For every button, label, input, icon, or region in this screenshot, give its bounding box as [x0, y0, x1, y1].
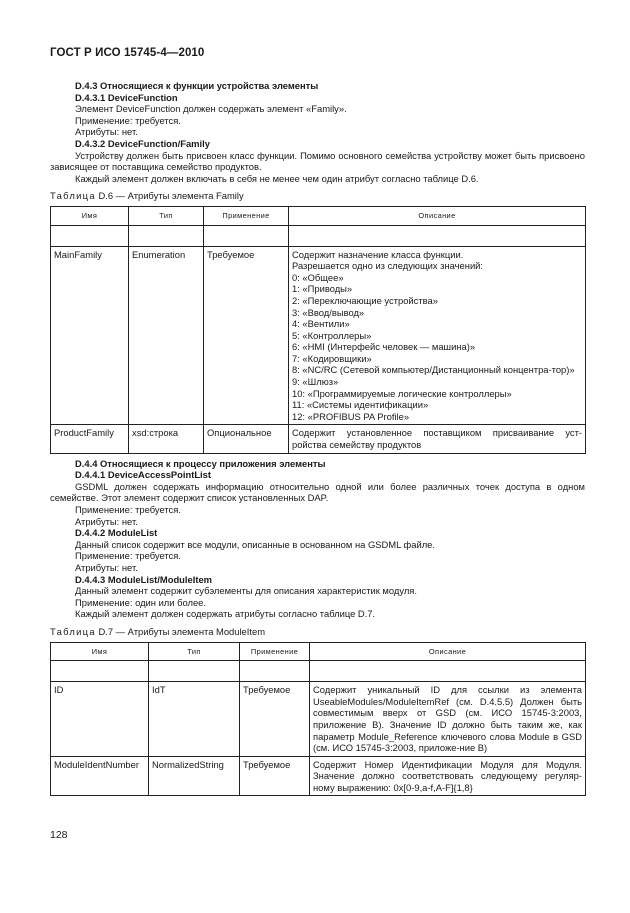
column-header-description: Описание: [310, 642, 586, 661]
text-line: Применение: требуется.: [75, 550, 181, 562]
cell-type: xsd:строка: [129, 425, 204, 453]
enum-value: 11: «Системы идентификации»: [292, 399, 429, 411]
table-header-row: [51, 642, 586, 661]
column-header-name: Имя: [51, 206, 129, 225]
enum-value: 4: «Вентили»: [292, 318, 350, 330]
cell-usage: Требуемое: [240, 682, 310, 757]
cell-description: [289, 246, 586, 425]
caption-prefix: Таблица: [50, 625, 96, 637]
cell-usage: Требуемое: [204, 246, 289, 425]
text-line: Применение: требуется.: [75, 114, 181, 126]
text-line: Данный элемент содержит субэлементы для описания характеристик модуля.: [75, 585, 417, 597]
section-heading-d43: D.4.3 Относящиеся к функции устройства элементы: [75, 80, 319, 91]
text-line: Атрибуты: нет.: [75, 126, 138, 138]
description-line: Разрешается одно из следующих значений:: [292, 260, 484, 272]
table-row: [51, 682, 586, 757]
enum-value: 6: «HMI (Интерфейс человек — машина)»: [292, 341, 476, 353]
enum-value: 1: «Приводы»: [292, 283, 353, 295]
caption-text: D.6 — Атрибуты элемента Family: [98, 190, 244, 202]
caption-text: D.7 — Атрибуты элемента ModuleItem: [98, 625, 266, 637]
cell-type: NormalizedString: [149, 756, 240, 796]
column-header-name: Имя: [51, 642, 149, 661]
description-line: Содержит назначение класса функции.: [292, 248, 464, 260]
table-row: [51, 246, 586, 425]
text-line: Данный список содержит все модули, описанные в основанном на GSDML файле.: [75, 538, 435, 550]
text-line: Атрибуты: нет.: [75, 561, 138, 573]
cell-type: IdT: [149, 682, 240, 757]
caption-prefix: Таблица: [50, 190, 96, 202]
table-spacer-row: [51, 225, 586, 246]
cell-description: Содержит Номер Идентификации Модуля для Модуля. Значение должно соответствовать следующему регуляр-ному выражению: 0x[0-9,a-f,A-F]{1,8}: [310, 756, 586, 796]
column-header-type: Тип: [129, 206, 204, 225]
column-header-usage: Применение: [240, 642, 310, 661]
cell-description: Содержит уникальный ID для ссылки из элемента UseableModules/ModuleItemRef (см. D.4.5.5) Должен быть совместимым вверх от GSD (см. ИСО 15745-3:2003, приложение B). Значение ID должно быть таким же, как параметр Module_Reference ключевого слова Module в GSD (см. ИСО 15745-3:2003, приложе-ние B): [310, 682, 586, 757]
column-header-type: Тип: [149, 642, 240, 661]
text-line: Каждый элемент должен включать в себя не менее чем один атрибут согласно таблице D.6.: [75, 172, 479, 184]
cell-name: ID: [51, 682, 149, 757]
enum-value: 10: «Программируемые логические контроллеры»: [292, 387, 512, 399]
enum-value: 2: «Переключающие устройства»: [292, 294, 438, 306]
cell-name: MainFamily: [51, 246, 129, 425]
table-caption-d6: [50, 190, 585, 202]
paragraph: GSDML должен содержать информацию относительно одной или более различных точек доступа в одном семействе. Этот элемент содержит список установленных DAP.: [50, 480, 585, 504]
text-line: Элемент DeviceFunction должен содержать элемент «Family».: [75, 103, 347, 115]
table-header-row: [51, 206, 586, 225]
subsection-heading-d441: D.4.4.1 DeviceAccessPointList: [75, 469, 212, 481]
page-content: [50, 80, 585, 796]
text-line: Каждый элемент должен содержать атрибуты согласно таблице D.7.: [75, 608, 376, 620]
subsection-heading-d443: D.4.4.3 ModuleList/ModuleItem: [75, 573, 212, 585]
cell-type: Enumeration: [129, 246, 204, 425]
enum-value: 3: «Ввод/вывод»: [292, 306, 365, 318]
cell-name: ModuleIdentNumber: [51, 756, 149, 796]
subsection-heading-d442: D.4.4.2 ModuleList: [75, 527, 158, 539]
cell-name: ProductFamily: [51, 425, 129, 453]
text-line: Атрибуты: нет.: [75, 515, 138, 527]
enum-value: 0: «Общее»: [292, 271, 344, 283]
table-row: [51, 425, 586, 453]
section-heading-d44: D.4.4 Относящиеся к процессу приложения элементы: [75, 457, 326, 469]
table-row: [51, 756, 586, 796]
column-header-description: Описание: [289, 206, 586, 225]
enum-value: 9: «Шлюз»: [292, 376, 339, 388]
enum-value: 8: «NC/RC (Сетевой компьютер/Дистанционный концентра-тор)»: [292, 364, 575, 376]
text-line: Применение: требуется.: [75, 504, 181, 515]
subsection-heading-d432: D.4.3.2 DeviceFunction/Family: [75, 137, 210, 149]
table-d6: [50, 206, 586, 454]
enum-value: 5: «Контроллеры»: [292, 329, 372, 341]
table-caption-d7: [50, 626, 585, 638]
paragraph: Устройству должен быть присвоен класс функции. Помимо основного семейства устройству может быть присвоено зависящее от поставщика семейство продуктов.: [50, 149, 585, 173]
cell-description: Содержит установленное поставщиком присваивание уст-ройства семейству продуктов: [289, 425, 586, 453]
cell-usage: Опциональное: [204, 425, 289, 453]
enum-value: 7: «Кодировщики»: [292, 352, 372, 364]
enum-value: 12: «PROFIBUS PA Profile»: [292, 410, 410, 422]
page-number: 128: [50, 829, 68, 841]
column-header-usage: Применение: [204, 206, 289, 225]
table-d7: [50, 642, 586, 797]
standard-header: ГОСТ Р ИСО 15745-4—2010: [50, 47, 205, 59]
table-spacer-row: [51, 661, 586, 682]
text-line: Применение: один или более.: [75, 596, 207, 608]
subsection-heading-d431: D.4.3.1 DeviceFunction: [75, 91, 178, 103]
cell-usage: Требуемое: [240, 756, 310, 796]
